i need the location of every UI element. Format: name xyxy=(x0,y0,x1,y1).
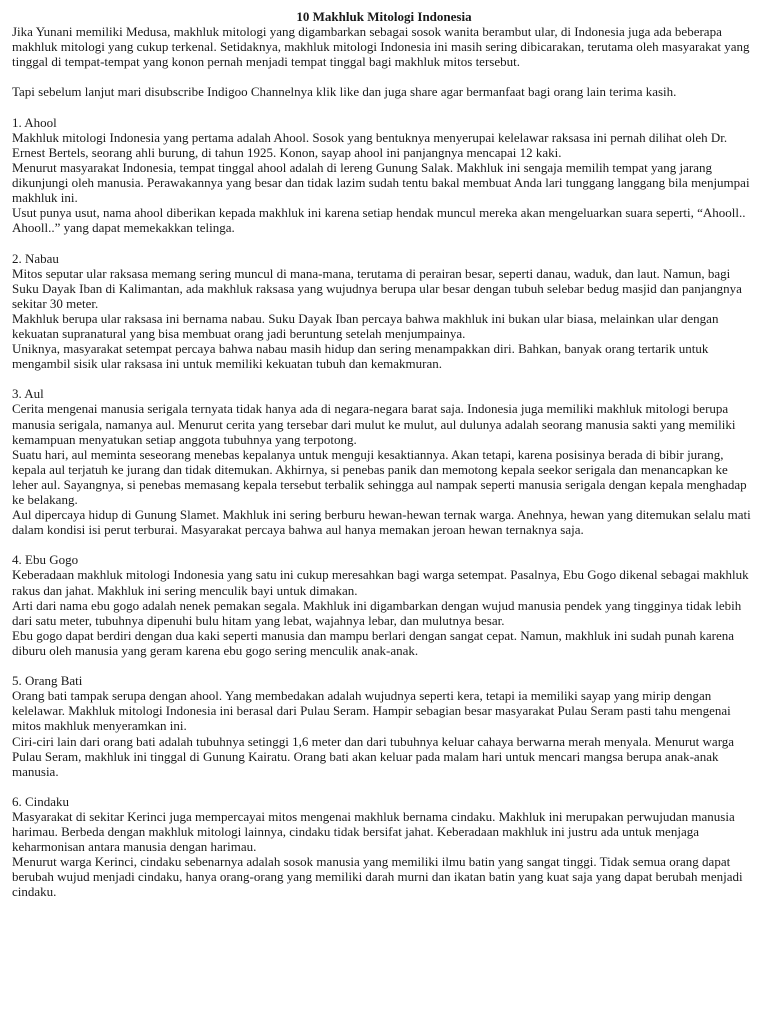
section-paragraph: Menurut masyarakat Indonesia, tempat tinggal ahool adalah di lereng Gunung Salak. Makhluk ini sengaja memilih tempat yang jarang dikunjungi oleh manusia. Perawakannya yang besar dan tidak lazim sudah tentu bakal membuat Anda lari tunggang langgang bila menjumpai makhluk ini. xyxy=(12,159,750,206)
section-paragraph: Masyarakat di sekitar Kerinci juga mempercayai mitos mengenai makhluk bernama cindaku. Makhluk ini merupakan perwujudan manusia harimau. Berbeda dengan makhluk mitologi lainnya, cindaku tidak bersifat jahat. Keberadaan makhluk ini justru ada untuk menjaga keharmonisan antara manusia dengan harimau. xyxy=(12,808,735,855)
intro-paragraph: Jika Yunani memiliki Medusa, makhluk mitologi yang digambarkan sebagai sosok wanita berambut ular, di Indonesia juga ada beberapa makhluk mitologi yang cukup terkenal. Setidaknya, makhluk mitologi Indonesia ini masih sering dibicarakan, terutama oleh masyarakat yang tinggal di tempat-tempat yang konon pernah menjadi tempat tinggal bagi makhluk mitos tersebut. xyxy=(12,24,750,70)
section-heading: 6. Cindaku xyxy=(12,793,70,809)
section-orang-bati xyxy=(12,673,756,794)
section-paragraph: Menurut warga Kerinci, cindaku sebenarnya adalah sosok manusia yang memiliki ilmu batin yang sangat tinggi. Tidak semua orang dapat berubah wujud menjadi cindaku, hanya orang-orang yang memiliki darah murni dan ikatan batin yang kuat saja yang dapat berubah menjadi cindaku. xyxy=(12,854,743,900)
section-paragraph: Usut punya usut, nama ahool diberikan kepada makhluk ini karena setiap hendak muncul mereka akan mengeluarkan suara seperti, “Ahooll.. Ahooll..” yang dapat memekakkan telinga. xyxy=(12,205,746,236)
intro-block xyxy=(12,24,756,115)
section-paragraph: Arti dari nama ebu gogo adalah nenek pemakan segala. Makhluk ini digambarkan dengan wujud manusia pendek yang tingginya tidak lebih dari satu meter, tubuhnya dipenuhi bulu hitam yang lebat, wajahnya lebar, dan mulutnya besar. xyxy=(12,597,742,628)
section-paragraph: Cerita mengenai manusia serigala ternyata tidak hanya ada di negara-negara barat saja. Indonesia juga memiliki makhluk mitologi berupa manusia serigala, namanya aul. Menurut cerita yang tersebar dari mulut ke mulut, aul dulunya adalah seorang manusia sakti yang memiliki kemampuan menyatukan setiap anggota tubuhnya yang terpotong. xyxy=(12,401,736,447)
section-paragraph: Mitos seputar ular raksasa memang sering muncul di mana-mana, terutama di perairan besar, seperti danau, waduk, dan laut. Namun, bagi Suku Dayak Iban di Kalimantan, ada makhluk raksasa yang wujudnya berupa ular besar dengan tubuh selebar bedug masjid dan panjangnya sekitar 30 meter. xyxy=(12,265,742,311)
section-ahool xyxy=(12,115,756,251)
section-paragraph: Ciri-ciri lain dari orang bati adalah tubuhnya setinggi 1,6 meter dan dari tubuhnya keluar cahaya berwarna merah menyala. Menurut warga Pulau Seram, makhluk ini tinggal di Gunung Kairatu. Orang bati akan keluar pada malam hari untuk mencari mangsa berupa anak-anak manusia. xyxy=(12,733,735,779)
section-paragraph: Keberadaan makhluk mitologi Indonesia yang satu ini cukup meresahkan bagi warga setempat. Pasalnya, Ebu Gogo dikenal sebagai makhluk rakus dan jahat. Makhluk ini sering menculik bayi untuk dimakan. xyxy=(12,567,749,598)
section-aul xyxy=(12,386,756,552)
section-heading: 1. Ahool xyxy=(12,114,57,130)
section-paragraph: Uniknya, masyarakat setempat percaya bahwa nabau masih hidup dan sering menampakkan diri. Bahkan, banyak orang tertarik untuk mengambil sisik ular raksasa ini untuk memiliki kekuatan tubuh dan kemakmuran. xyxy=(12,341,709,372)
section-heading: 3. Aul xyxy=(12,386,44,402)
section-paragraph: Orang bati tampak serupa dengan ahool. Yang membedakan adalah wujudnya seperti kera, tetapi ia memiliki sayap yang mirip dengan kelelawar. Makhluk mitologi Indonesia ini berasal dari Pulau Seram. Hampir sebagian besar masyarakat Pulau Seram pasti tahu mengenai mitos makhluk menyeramkan ini. xyxy=(12,688,731,734)
subscribe-paragraph: Tapi sebelum lanjut mari disubscribe Indigoo Channelnya klik like dan juga share agar bermanfaat bagi orang lain terima kasih. xyxy=(12,84,677,100)
section-cindaku xyxy=(12,794,756,900)
section-heading: 5. Orang Bati xyxy=(12,673,83,689)
section-heading: 2. Nabau xyxy=(12,250,59,266)
section-ebu-gogo xyxy=(12,552,756,673)
section-heading: 4. Ebu Gogo xyxy=(12,552,79,568)
section-paragraph: Suatu hari, aul meminta seseorang menebas kepalanya untuk menguji kesaktiannya. Akan tetapi, karena posisinya berada di bibir jurang, kepala aul terjatuh ke jurang dan tidak ditemukan. Akhirnya, si penebas panik dan memotong kepala seekor serigala dan menancapkan ke leher aul. Sayangnya, si penebas memasang kepala tersebut terbalik sehingga aul nampak seperti manusia serigala dengan kepala menghadap ke belakang. xyxy=(12,446,747,507)
section-paragraph: Ebu gogo dapat berdiri dengan dua kaki seperti manusia dan mampu berlari dengan sangat cepat. Namun, makhluk ini sudah punah karena diburu oleh manusia yang geram karena ebu gogo sering menculik anak-anak. xyxy=(12,627,734,658)
section-paragraph: Makhluk mitologi Indonesia yang pertama adalah Ahool. Sosok yang bentuknya menyerupai kelelawar raksasa ini pernah dilihat oleh Dr. Ernest Bertels, seorang ahli burung, di tahun 1925. Konon, sayap ahool ini panjangnya mencapai 12 kaki. xyxy=(12,129,728,160)
section-paragraph: Makhluk berupa ular raksasa ini bernama nabau. Suku Dayak Iban percaya bahwa makhluk ini bukan ular biasa, melainkan ular dengan kekuatan supranatural yang bisa membuat orang jadi beruntung setelah menjumpainya. xyxy=(12,310,719,341)
section-paragraph: Aul dipercaya hidup di Gunung Slamet. Makhluk ini sering berburu hewan-hewan ternak warga. Anehnya, hewan yang ditemukan selalu mati dalam kondisi isi perut terburai. Masyarakat percaya bahwa aul hanya memakan jeroan hewan ternaknya saja. xyxy=(12,507,751,538)
section-nabau xyxy=(12,251,756,387)
document-title: 10 Makhluk Mitologi Indonesia xyxy=(296,9,472,24)
